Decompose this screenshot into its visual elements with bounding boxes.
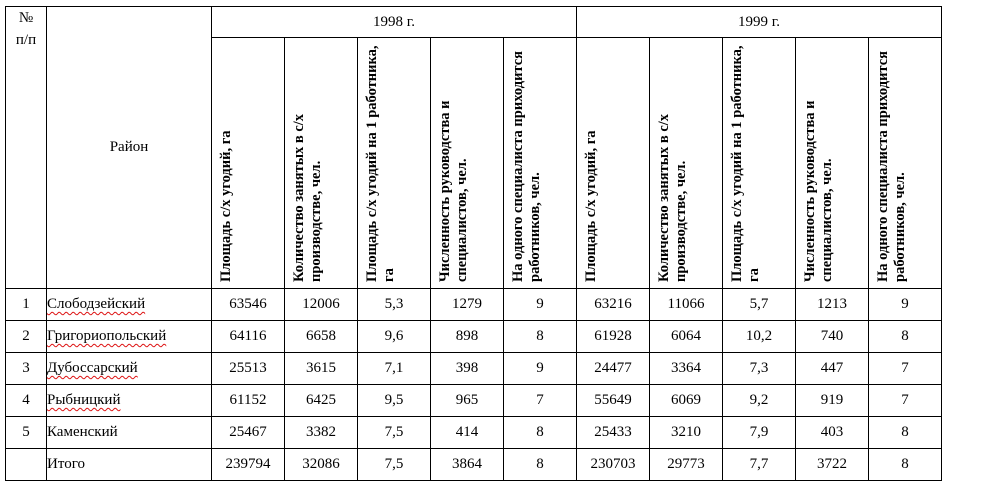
value-workers-per-specialist-1999: 7 [869,353,942,385]
row-number: 5 [6,417,47,449]
value-area-1999: 230703 [577,449,650,481]
value-employed-1998: 6658 [285,321,358,353]
value-area-per-worker-1999: 10,2 [723,321,796,353]
table-row [6,289,942,321]
header-workers-per-specialist-label: На одного специалиста приходится работников, чел. [510,50,543,282]
value-managers-1998: 965 [431,385,504,417]
value-managers-1999: 447 [796,353,869,385]
header-district: Район [47,7,212,289]
value-workers-per-specialist-1999: 8 [869,321,942,353]
header-area-1998 [212,38,285,289]
value-workers-per-specialist-1998: 9 [504,289,577,321]
value-employed-1998: 3382 [285,417,358,449]
value-managers-1999: 740 [796,321,869,353]
value-area-1999: 63216 [577,289,650,321]
value-employed-1998: 6425 [285,385,358,417]
value-area-per-worker-1999: 7,3 [723,353,796,385]
value-managers-1998: 898 [431,321,504,353]
value-area-per-worker-1998: 9,5 [358,385,431,417]
value-employed-1998: 3615 [285,353,358,385]
value-managers-1998: 3864 [431,449,504,481]
value-area-1998: 64116 [212,321,285,353]
district-name: Григориопольский [47,328,167,344]
value-area-1999: 25433 [577,417,650,449]
district-name: Рыбницкий [47,392,121,408]
table-row [6,417,942,449]
value-area-per-worker-1999: 7,9 [723,417,796,449]
table-body [6,289,942,481]
header-managers-label: Численность руководства и специалистов, чел. [437,100,470,282]
district-cell [47,321,212,353]
row-number [6,449,47,481]
header-area-per-worker-label: Площадь с/х угодий на 1 работника, га [729,45,762,282]
value-area-per-worker-1999: 7,7 [723,449,796,481]
header-workers-per-specialist-1998 [504,38,577,289]
value-managers-1998: 414 [431,417,504,449]
header-number-abbrev: п/п [15,32,37,48]
header-workers-per-specialist-1999 [869,38,942,289]
value-employed-1999: 6064 [650,321,723,353]
value-area-1998: 25467 [212,417,285,449]
value-area-per-worker-1998: 5,3 [358,289,431,321]
value-area-1998: 61152 [212,385,285,417]
value-managers-1999: 3722 [796,449,869,481]
value-area-1998: 63546 [212,289,285,321]
header-area-1999 [577,38,650,289]
header-employed-label: Количество занятых в с/х производстве, чел. [291,113,324,282]
district-cell [47,417,212,449]
value-area-1999: 61928 [577,321,650,353]
value-managers-1999: 919 [796,385,869,417]
value-area-per-worker-1999: 5,7 [723,289,796,321]
header-number-sign: № [18,10,34,26]
value-employed-1998: 32086 [285,449,358,481]
table-row [6,321,942,353]
value-workers-per-specialist-1999: 8 [869,449,942,481]
value-area-per-worker-1998: 7,5 [358,449,431,481]
value-area-per-worker-1999: 9,2 [723,385,796,417]
district-cell [47,289,212,321]
value-employed-1999: 11066 [650,289,723,321]
table-row [6,385,942,417]
value-workers-per-specialist-1998: 8 [504,449,577,481]
value-area-1998: 25513 [212,353,285,385]
value-employed-1999: 29773 [650,449,723,481]
value-managers-1998: 1279 [431,289,504,321]
header-employed-1998 [285,38,358,289]
value-workers-per-specialist-1998: 9 [504,353,577,385]
district-name: Каменский [47,424,118,440]
row-number: 2 [6,321,47,353]
header-row-number [6,7,47,289]
header-managers-label: Численность руководства и специалистов, чел. [802,100,835,282]
value-area-per-worker-1998: 7,1 [358,353,431,385]
header-managers-1999 [796,38,869,289]
value-employed-1999: 3210 [650,417,723,449]
value-workers-per-specialist-1999: 8 [869,417,942,449]
value-area-1999: 55649 [577,385,650,417]
header-year-1998: 1998 г. [212,7,577,38]
value-managers-1999: 1213 [796,289,869,321]
header-employed-1999 [650,38,723,289]
value-area-per-worker-1998: 9,6 [358,321,431,353]
value-managers-1998: 398 [431,353,504,385]
value-employed-1999: 3364 [650,353,723,385]
row-number: 1 [6,289,47,321]
value-area-1998: 239794 [212,449,285,481]
district-cell [47,449,212,481]
row-number: 4 [6,385,47,417]
agri-stats-table [5,6,942,481]
header-area-per-worker-label: Площадь с/х угодий на 1 работника, га [364,45,397,282]
header-area-label: Площадь с/х угодий, га [583,130,599,282]
value-workers-per-specialist-1999: 7 [869,385,942,417]
district-cell [47,353,212,385]
district-name: Итого [47,456,85,472]
header-area-per-worker-1998 [358,38,431,289]
document-page [5,6,942,481]
table-row [6,449,942,481]
value-workers-per-specialist-1998: 7 [504,385,577,417]
district-cell [47,385,212,417]
value-area-per-worker-1998: 7,5 [358,417,431,449]
value-area-1999: 24477 [577,353,650,385]
value-workers-per-specialist-1998: 8 [504,417,577,449]
header-area-label: Площадь с/х угодий, га [218,130,234,282]
header-employed-label: Количество занятых в с/х производстве, чел. [656,113,689,282]
value-workers-per-specialist-1998: 8 [504,321,577,353]
value-managers-1999: 403 [796,417,869,449]
header-managers-1998 [431,38,504,289]
table-row [6,353,942,385]
value-employed-1998: 12006 [285,289,358,321]
header-area-per-worker-1999 [723,38,796,289]
value-employed-1999: 6069 [650,385,723,417]
row-number: 3 [6,353,47,385]
header-workers-per-specialist-label: На одного специалиста приходится работников, чел. [875,50,908,282]
header-year-1999: 1999 г. [577,7,942,38]
district-name: Дубоссарский [47,360,138,376]
value-workers-per-specialist-1999: 9 [869,289,942,321]
district-name: Слободзейский [47,296,146,312]
